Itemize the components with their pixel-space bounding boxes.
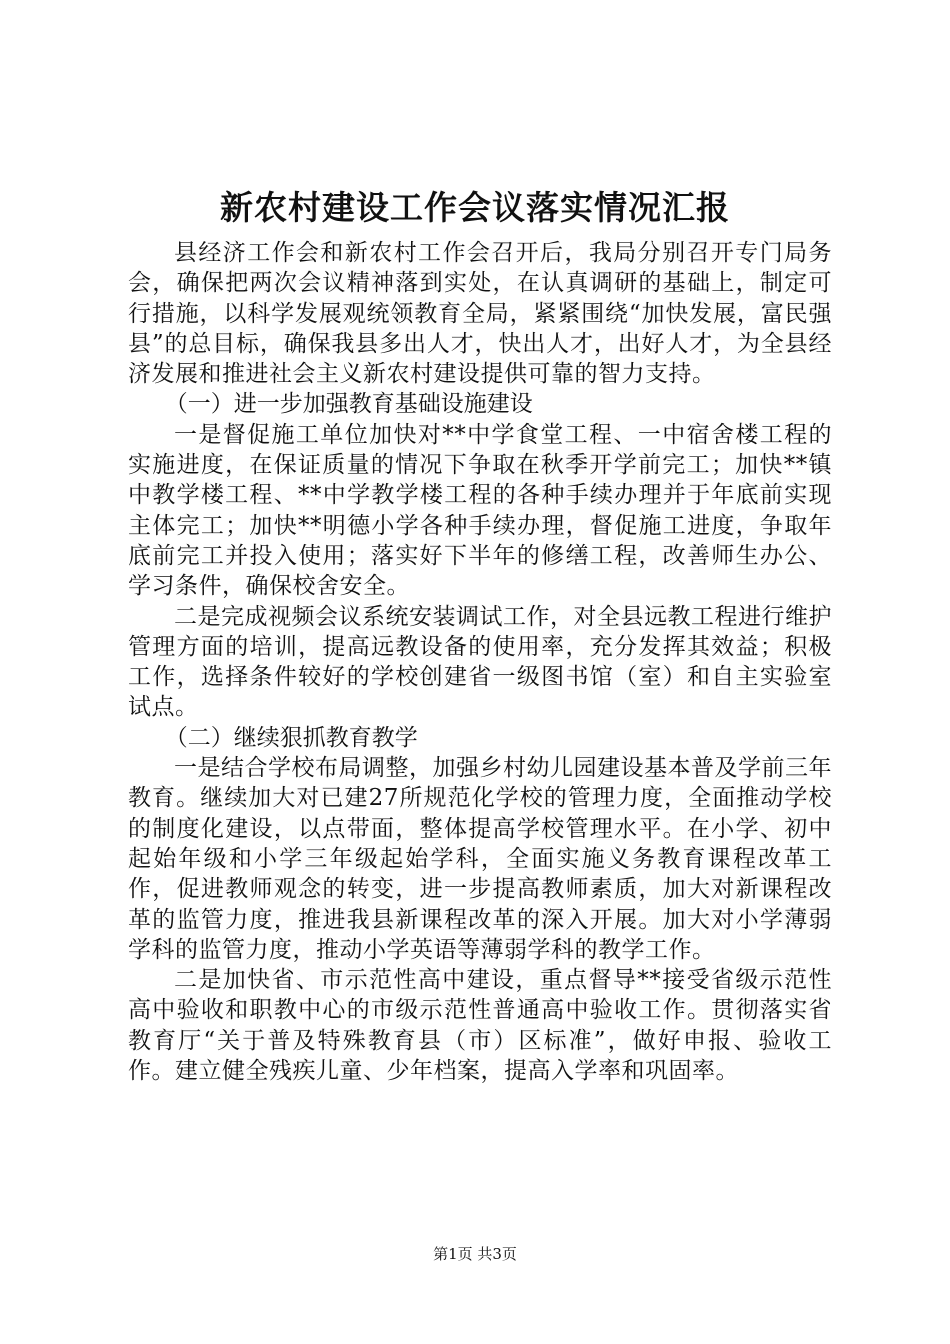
paragraph-intro: 县经济工作会和新农村工作会召开后，我局分别召开专门局务会，确保把两次会议精神落到实处，在认真调研的基础上，制定可行措施，以科学发展观统领教育全局，紧紧围绕“加快发展，富民强县”的总目标，确保我县多出人才，快出人才，出好人才，为全县经济发展和推进社会主义新农村建设提供可靠的智力支持。 — [128, 240, 832, 388]
paragraph-1-1: 一是督促施工单位加快对**中学食堂工程、一中宿舍楼工程的实施进度，在保证质量的情况下争取在秋季开学前完工；加快**镇中教学楼工程、**中学教学楼工程的各种手续办理并于年底前实现主体完工；加快**明德小学各种手续办理，督促施工进度，争取年底前完工并投入使用；落实好下半年的修缮工程，改善师生办公、学习条件，确保校舍安全。 — [128, 421, 832, 600]
paragraph-1-2: 二是完成视频会议系统安装调试工作，对全县远教工程进行维护管理方面的培训，提高远教设备的使用率，充分发挥其效益；积极工作，选择条件较好的学校创建省一级图书馆（室）和自主实验室试点。 — [128, 603, 832, 721]
section-heading-2: （二）继续狠抓教育教学 — [164, 724, 418, 751]
section-heading-1: （一）进一步加强教育基础设施建设 — [164, 391, 533, 418]
page-number-footer: 第1页 共3页 — [433, 1245, 517, 1263]
document-body — [128, 238, 832, 1086]
paragraph-2-1: 一是结合学校布局调整，加强乡村幼儿园建设基本普及学前三年教育。继续加大对已建27所规范化学校的管理力度，全面推动学校的制度化建设，以点带面，整体提高学校管理水平。在小学、初中起始年级和小学三年级起始学科，全面实施义务教育课程改革工作，促进教师观念的转变，进一步提高教师素质，加大对新课程改革的监管力度，推进我县新课程改革的深入开展。加大对小学薄弱学科的监管力度，推动小学英语等薄弱学科的教学工作。 — [128, 755, 832, 963]
paragraph-2-2: 二是加快省、市示范性高中建设，重点督导**接受省级示范性高中验收和职教中心的市级示范性普通高中验收工作。贯彻落实省教育厅“关于普及特殊教育县（市）区标准”，做好申报、验收工作。建立健全残疾儿童、少年档案，提高入学率和巩固率。 — [128, 967, 832, 1085]
document-title: 新农村建设工作会议落实情况汇报 — [220, 188, 730, 227]
